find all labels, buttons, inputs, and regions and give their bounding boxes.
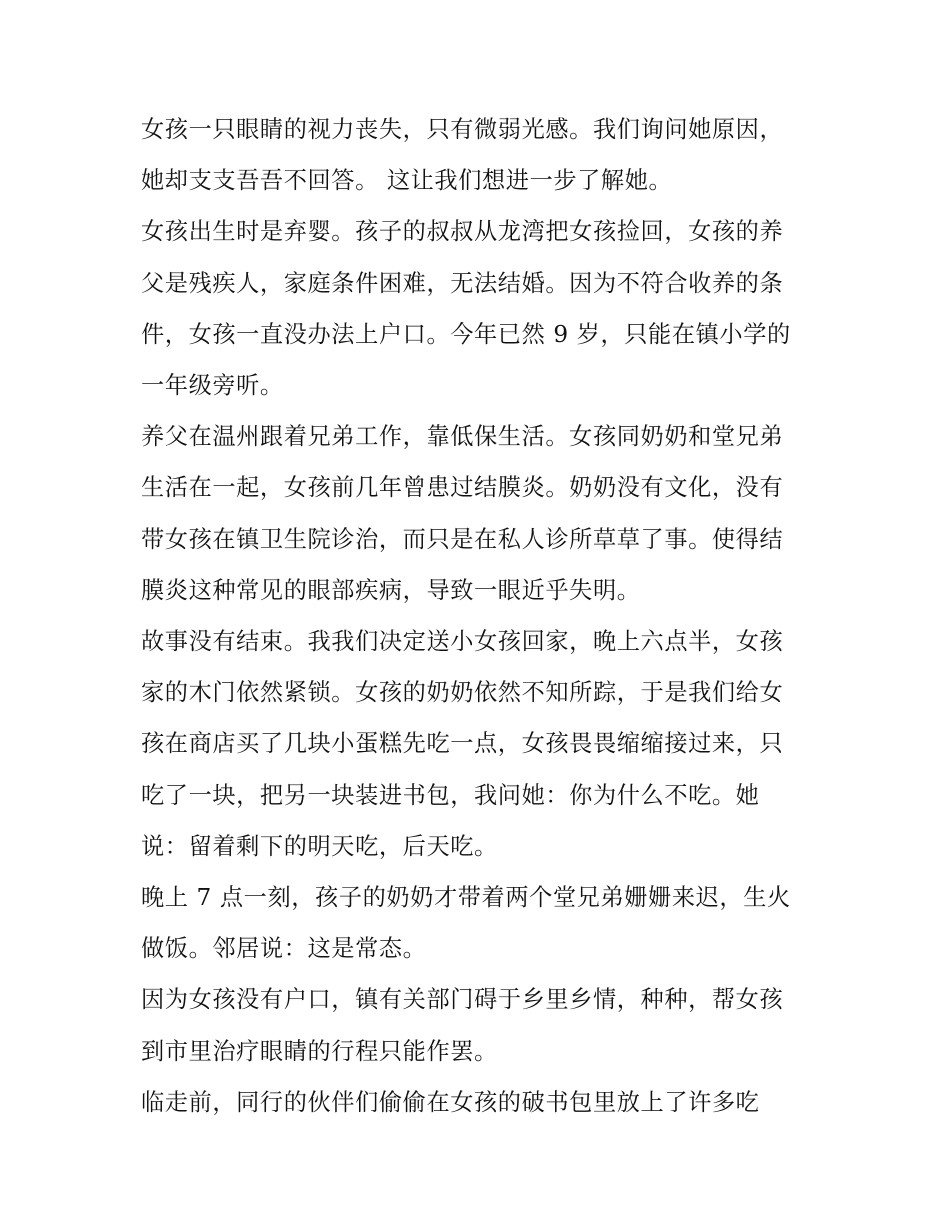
paragraph-4: 故事没有结束。我我们决定送小女孩回家，晚上六点半，女孩 家的木门依然紧锁。女孩的奶奶依然不知所踪，于是我们给女 孩在商店买了几块小蛋糕先吃一点，女孩畏畏缩缩接过来，只 吃了一块，把另一块装进书包，我问她：你为什么不吃。她 说：留着剩下的明天吃，后天吃。 [141,628,784,860]
paragraph-7: 临走前，同行的伙伴们偷偷在女孩的破书包里放上了许多吃 [141,1088,760,1116]
document-body [141,104,813,1128]
paragraph-1: 女孩一只眼睛的视力丧失，只有微弱光感。我们询问她原因， 她却支支吾吾不回答。 这让我们想进一步了解她。 [141,116,784,195]
paragraph-2: 女孩出生时是弃婴。孩子的叔叔从龙湾把女孩捡回，女孩的养 父是残疾人，家庭条件困难，无法结婚。因为不符合收养的条 件，女孩一直没办法上户口。今年已然 9 岁，只能在镇小学的 一年级旁听。 [141,218,791,400]
paragraph-3: 养父在温州跟着兄弟工作，靠低保生活。女孩同奶奶和堂兄弟 生活在一起，女孩前几年曾患过结膜炎。奶奶没有文化，没有 带女孩在镇卫生院诊治，而只是在私人诊所草草了事。使得结 膜炎这种常见的眼部疾病，导致一眼近乎失明。 [141,423,784,604]
paragraph-6: 因为女孩没有户口，镇有关部门碍于乡里乡情，种种，帮女孩 到市里治疗眼睛的行程只能作罢。 [141,986,784,1065]
paragraph-5: 晚上 7 点一刻，孩子的奶奶才带着两个堂兄弟姗姗来迟，生火 做饭。邻居说：这是常态。 [141,884,791,963]
